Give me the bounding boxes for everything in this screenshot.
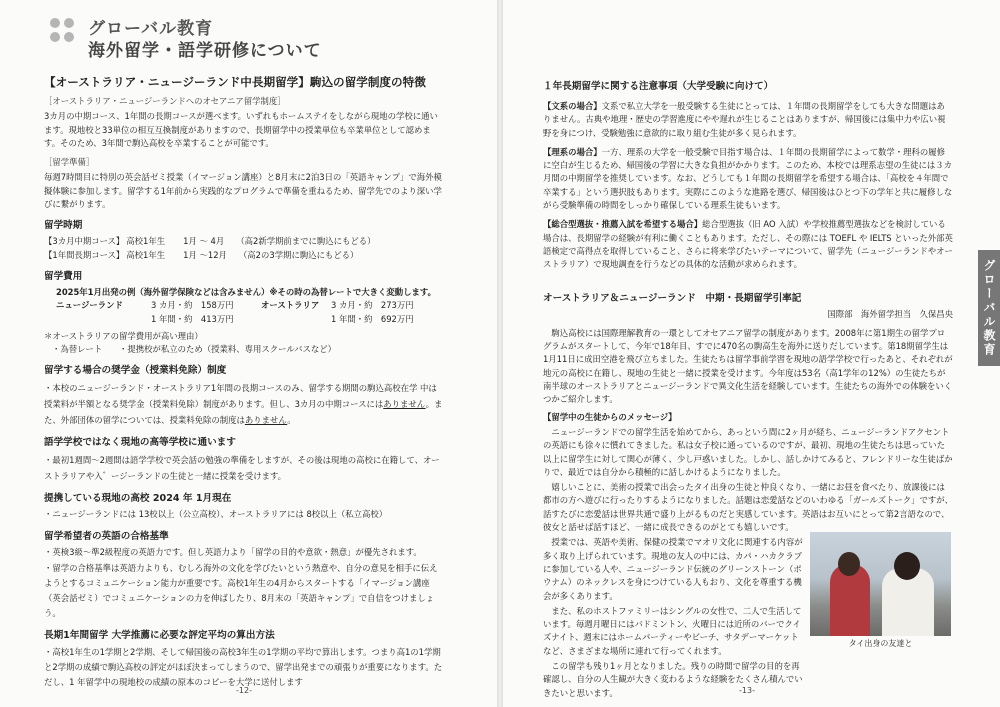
cost-nz-label: ニュージーランド: [56, 300, 123, 311]
message-title: 【留学中の生徒からのメッセージ】: [543, 411, 677, 422]
timing-grade: 高校1年生: [126, 236, 166, 247]
intro-body: 3カ月の中期コース、1年間の長期コースが選べます。いずれもホームステイをしながら現地の学校に通います。現地校と33単位の相互互換制度がありますので、長期留学中の授業単位も卒業単位として認めます。そのため、3年間で駒込高校を卒業することが可能です。: [44, 111, 438, 148]
language-title: 語学学校ではなく現地の高等学校に通います: [44, 437, 236, 449]
timing-course: 【1年間長期コース】: [44, 249, 125, 260]
cost-reasons: ・為替レート ・提携校が私立のため（授業料、専用スクールバスなど）: [52, 344, 336, 355]
cost-au: [261, 299, 414, 326]
sogo-paragraph: [543, 218, 953, 271]
message-paragraph-3: 授業では、英語や美術、保健の授業でマオリ文化に関連する内容が多く取り上げられています。現地の友人の中には、カパ・ハカクラブに参加している人や、ニュージーランド伝統のグリーンストーン（ポウナム）のネックレスを身につけている人もおり、文化を尊重する機会が多くあります。: [543, 537, 803, 601]
left-page: [0, 0, 497, 707]
article-author: 国際部 海外留学担当 久保昌央: [827, 308, 953, 319]
four-dots-icon: [50, 18, 76, 44]
scholarship-underline-2: ありません: [244, 415, 288, 426]
timing-period: 1月 〜 4月: [183, 236, 225, 247]
left-column: [44, 74, 444, 692]
timing-period: 1月 〜12月: [183, 249, 227, 260]
cost-au-long: 1 年間・約 692万円: [331, 313, 414, 324]
cost-table: [44, 299, 444, 326]
scholarship-underline-1: ありません: [383, 399, 426, 410]
timing-row: [44, 249, 444, 262]
timing-grade: 高校1年生: [126, 249, 166, 260]
criteria-body-1: ・英検3級〜準2級程度の英語力です。但し英語力より「留学の目的や意欲・熱意」が優先されます。: [44, 546, 422, 557]
timing-note: （高2新学期前までに駒込にもどる）: [236, 236, 376, 247]
sogo-body: 総合型選抜（旧 AO 入試）や学校推薦型選抜などを検討している場合は、長期留学の経験が有利に働くこともあります。ただし、その際には TOEFL や IELTS といった外部英語検定で高得点を取得していること、さらに将来学びたいテーマについて、留学先（ニュージーランドやオーストラリア）で現地調査を行うなどの具体的な活動が求められます。: [543, 219, 953, 270]
timing-title: 留学時期: [44, 220, 83, 232]
student-photo: [810, 532, 951, 636]
rikei-head: 【理系の場合】: [543, 146, 602, 157]
right-page: [503, 0, 1000, 707]
timing-table: [44, 235, 444, 262]
timing-note: （高2の3学期に駒込にもどる）: [238, 249, 359, 260]
message-paragraph-1: ニュージーランドでの留学生活を始めてから、あっという間に2ヶ月が経ち、ニュージーランドアクセントの英語にも徐々に慣れてきました。私は女子校に通っているのですが、最初、現地の生徒たちは思っていた以上に留学生に対して関心が薄く、少し戸惑いました。しかし、話しかけてみると、フレンドリーな生徒ばかりで、最近では自分から積極的に話しかけるようになりました。: [543, 426, 953, 477]
page-number: -12-: [236, 686, 252, 695]
cost-title: 留学費用: [44, 270, 83, 282]
message-paragraph-5: この留学も残り1ヶ月となりました。残りの時間で留学の目的を再確認し、自分の人生観が大きく変わるような経験をたくさん積んでいきたいと思います。: [543, 660, 803, 698]
intro-title: ［オーストラリア・ニュージーランドへのオセアニア留学制度］: [44, 96, 286, 106]
cost-au-short: 3 カ月・約 273万円: [331, 300, 414, 311]
side-tab: グローバル教育: [978, 250, 1000, 366]
sogo-head: 【総合型選抜・推薦入試を希望する場合】: [543, 219, 703, 230]
article-title: オーストラリア＆ニュージーランド 中期・長期留学引率記: [543, 292, 802, 304]
main-heading: 【オーストラリア・ニュージーランド中長期留学】駒込の留学制度の特徴: [44, 75, 426, 89]
header-title-line2: 海外留学・語学研修について: [88, 41, 322, 61]
cost-note: ＊オーストラリアの留学費用が高い理由）: [44, 330, 203, 341]
language-body: ・最初1週間〜2週間は語学学校で英会話の勉強の準備をしますが、その後は現地の高校に在籍して、オーストラリアや入゛ージーランドの生徒と一緒に授業を受けます。: [44, 455, 440, 482]
grade-title: 長期1年間留学 大学推薦に必要な評定平均の算出方法: [44, 630, 275, 642]
page-number: -13-: [739, 686, 755, 695]
grade-body: ・高校1年生の1学期と2学期、そして帰国後の高校3年生の1学期の平均で算出します。つまり高1の1学期と2学期の成績で駒込高校の評定がほぼ決まってしまうので、留学出発までの頑張りが重要になります。ただし、1 年留学中の現地校の成績の原本のコピーを大学に送付します: [44, 647, 443, 688]
partner-body: ・ニュージーランドには 13校以上（公立高校）、オーストラリアには 8校以上（私立高校）: [44, 509, 388, 520]
scholarship-text-b: 。また、外部団体の留学については、授業料免除の制度は: [44, 399, 443, 426]
cost-nz: [56, 299, 261, 326]
scholarship-title: 留学する場合の奨学金（授業料免除）制度: [44, 365, 227, 377]
partner-title: 提携している現地の高校 2024 年 1月現在: [44, 493, 232, 505]
criteria-body-2: ・留学の合格基準は英語力よりも、むしろ海外の文化を学びたいという熱意や、自分の意見を相手に伝えようとするコミュニケーション能力が重要です。高校1年生の4月からスタートする「イマージョン講座（英会話ゼミ）でコミュニケーションの力を伸ばしたり、8月末の「英語キャンプ」で自信をつけましょう。: [44, 563, 438, 619]
rikei-body: 一方、理系の大学を一般受験で目指す場合は、１年間の長期留学によって数学・理科の履修に空白が生じるため、帰国後の学習に大きな負担がかかります。このため、本校では理系志望の生徒には３カ月間の中期留学を推奨しています。なお、どうしても１年間の長期留学を希望する場合は、「高校を４年間で卒業する」という選択肢もあります。実際にこのような進路を選び、帰国後はひとつ下の学年と共に履修しながら受験準備の時間をしっかり確保している理系生徒もいます。: [543, 146, 953, 211]
cost-au-label: オーストラリア: [261, 300, 320, 311]
timing-row: [44, 235, 444, 248]
notes-title: １年長期留学に関する注意事項（大学受験に向けて）: [543, 81, 774, 92]
cost-example: 2025年1月出発の例（海外留学保険などは含みません）※その時の為替レートで大きく変動します。: [56, 286, 436, 297]
article-intro: 駒込高校には国際理解教育の一環としてオセアニア留学の制度があります。2008年に第1期生の留学プログラムがスタートして、今年で18年目、すでに470名の駒高生を海外に送りだしています。第18期留学生は1月11日に成田空港を飛び立ちました。生徒たちは留学事前学習を現地の語学学校で行ったあと、それぞれが地元の高校に在籍し、現地の生徒と一緒に授業を受けます。今年度は53名（高1学年の12%）の生徒たちが南半球のオーストラリアとニュージーランドで異文化生活を経験しています。生徒たちの海外での体験をいくつかご紹介します。: [543, 327, 953, 405]
rikei-paragraph: [543, 146, 953, 212]
prep-body: 毎週7時間目に特別の英会話ゼミ授業（イマージョン講座）と8月末に2泊3日の「英語キャンプ」で海外模擬体験に参加します。留学する1年前から実践的なプログラムで準備を重ねるため、留学先でのより深い学びに繋がります。: [44, 172, 442, 210]
scholarship-text-a: ・本校のニュージーランド・オーストラリア1年間の長期コースのみ、留学する期間の駒込高校在学 中は授業料が半額となる奨学金（授業料免除）制度があります。但し、3カ月の中期コースには: [44, 383, 437, 410]
photo-caption: タイ出身の友達と: [848, 639, 913, 648]
message-paragraph-2: 嬉しいことに、美術の授業で出会ったタイ出身の生徒と仲良くなり、一緒にお昼を食べたり、放課後には都市の方へ遊びに行ったりするようになりました。話題は恋愛話などのいわゆる「ガールズトーク」ですが、話すたびに恋愛話は世界共通で盛り上がるものだと実感しています。英語はお互いにとって第2言語なので、彼女と話せば話すほど、一緒に成長できるのがとても嬉しいです。: [543, 482, 953, 533]
message-paragraph-4: また、私のホストファミリーはシングルの女性で、二人で生活しています。毎週月曜日にはバドミントン、火曜日には近所のバーでクイズナイト、週末にはホームパーティーやビーチ、サタデーマーケットなど、さまざまな場所に連れて行ってくれます。: [543, 605, 802, 656]
bunkei-paragraph: [543, 100, 953, 140]
cost-nz-short: 3 カ月・約 158万円: [151, 300, 234, 311]
criteria-title: 留学希望者の英語の合格基準: [44, 530, 169, 542]
scholarship-body: [44, 380, 444, 428]
prep-title: ［留学準備］: [44, 157, 95, 168]
scholarship-text-c: 。: [287, 415, 296, 426]
bunkei-body: 文系で私立大学を一般受験する生徒にとっては、１年間の長期留学をしても大きな問題はありません。古典や地理・歴史の学習進度にやや遅れが生じることはありますが、帰国後には集中力や広い視野を身につけ、受験勉強に意欲的に取り組む生徒が多く見られます。: [543, 101, 946, 138]
timing-course: 【3カ月中期コース】: [44, 236, 125, 247]
bunkei-head: 【文系の場合】: [543, 101, 602, 111]
cost-nz-long: 1 年間・約 413万円: [151, 313, 234, 324]
header-title-line1: グローバル教育: [88, 19, 214, 39]
